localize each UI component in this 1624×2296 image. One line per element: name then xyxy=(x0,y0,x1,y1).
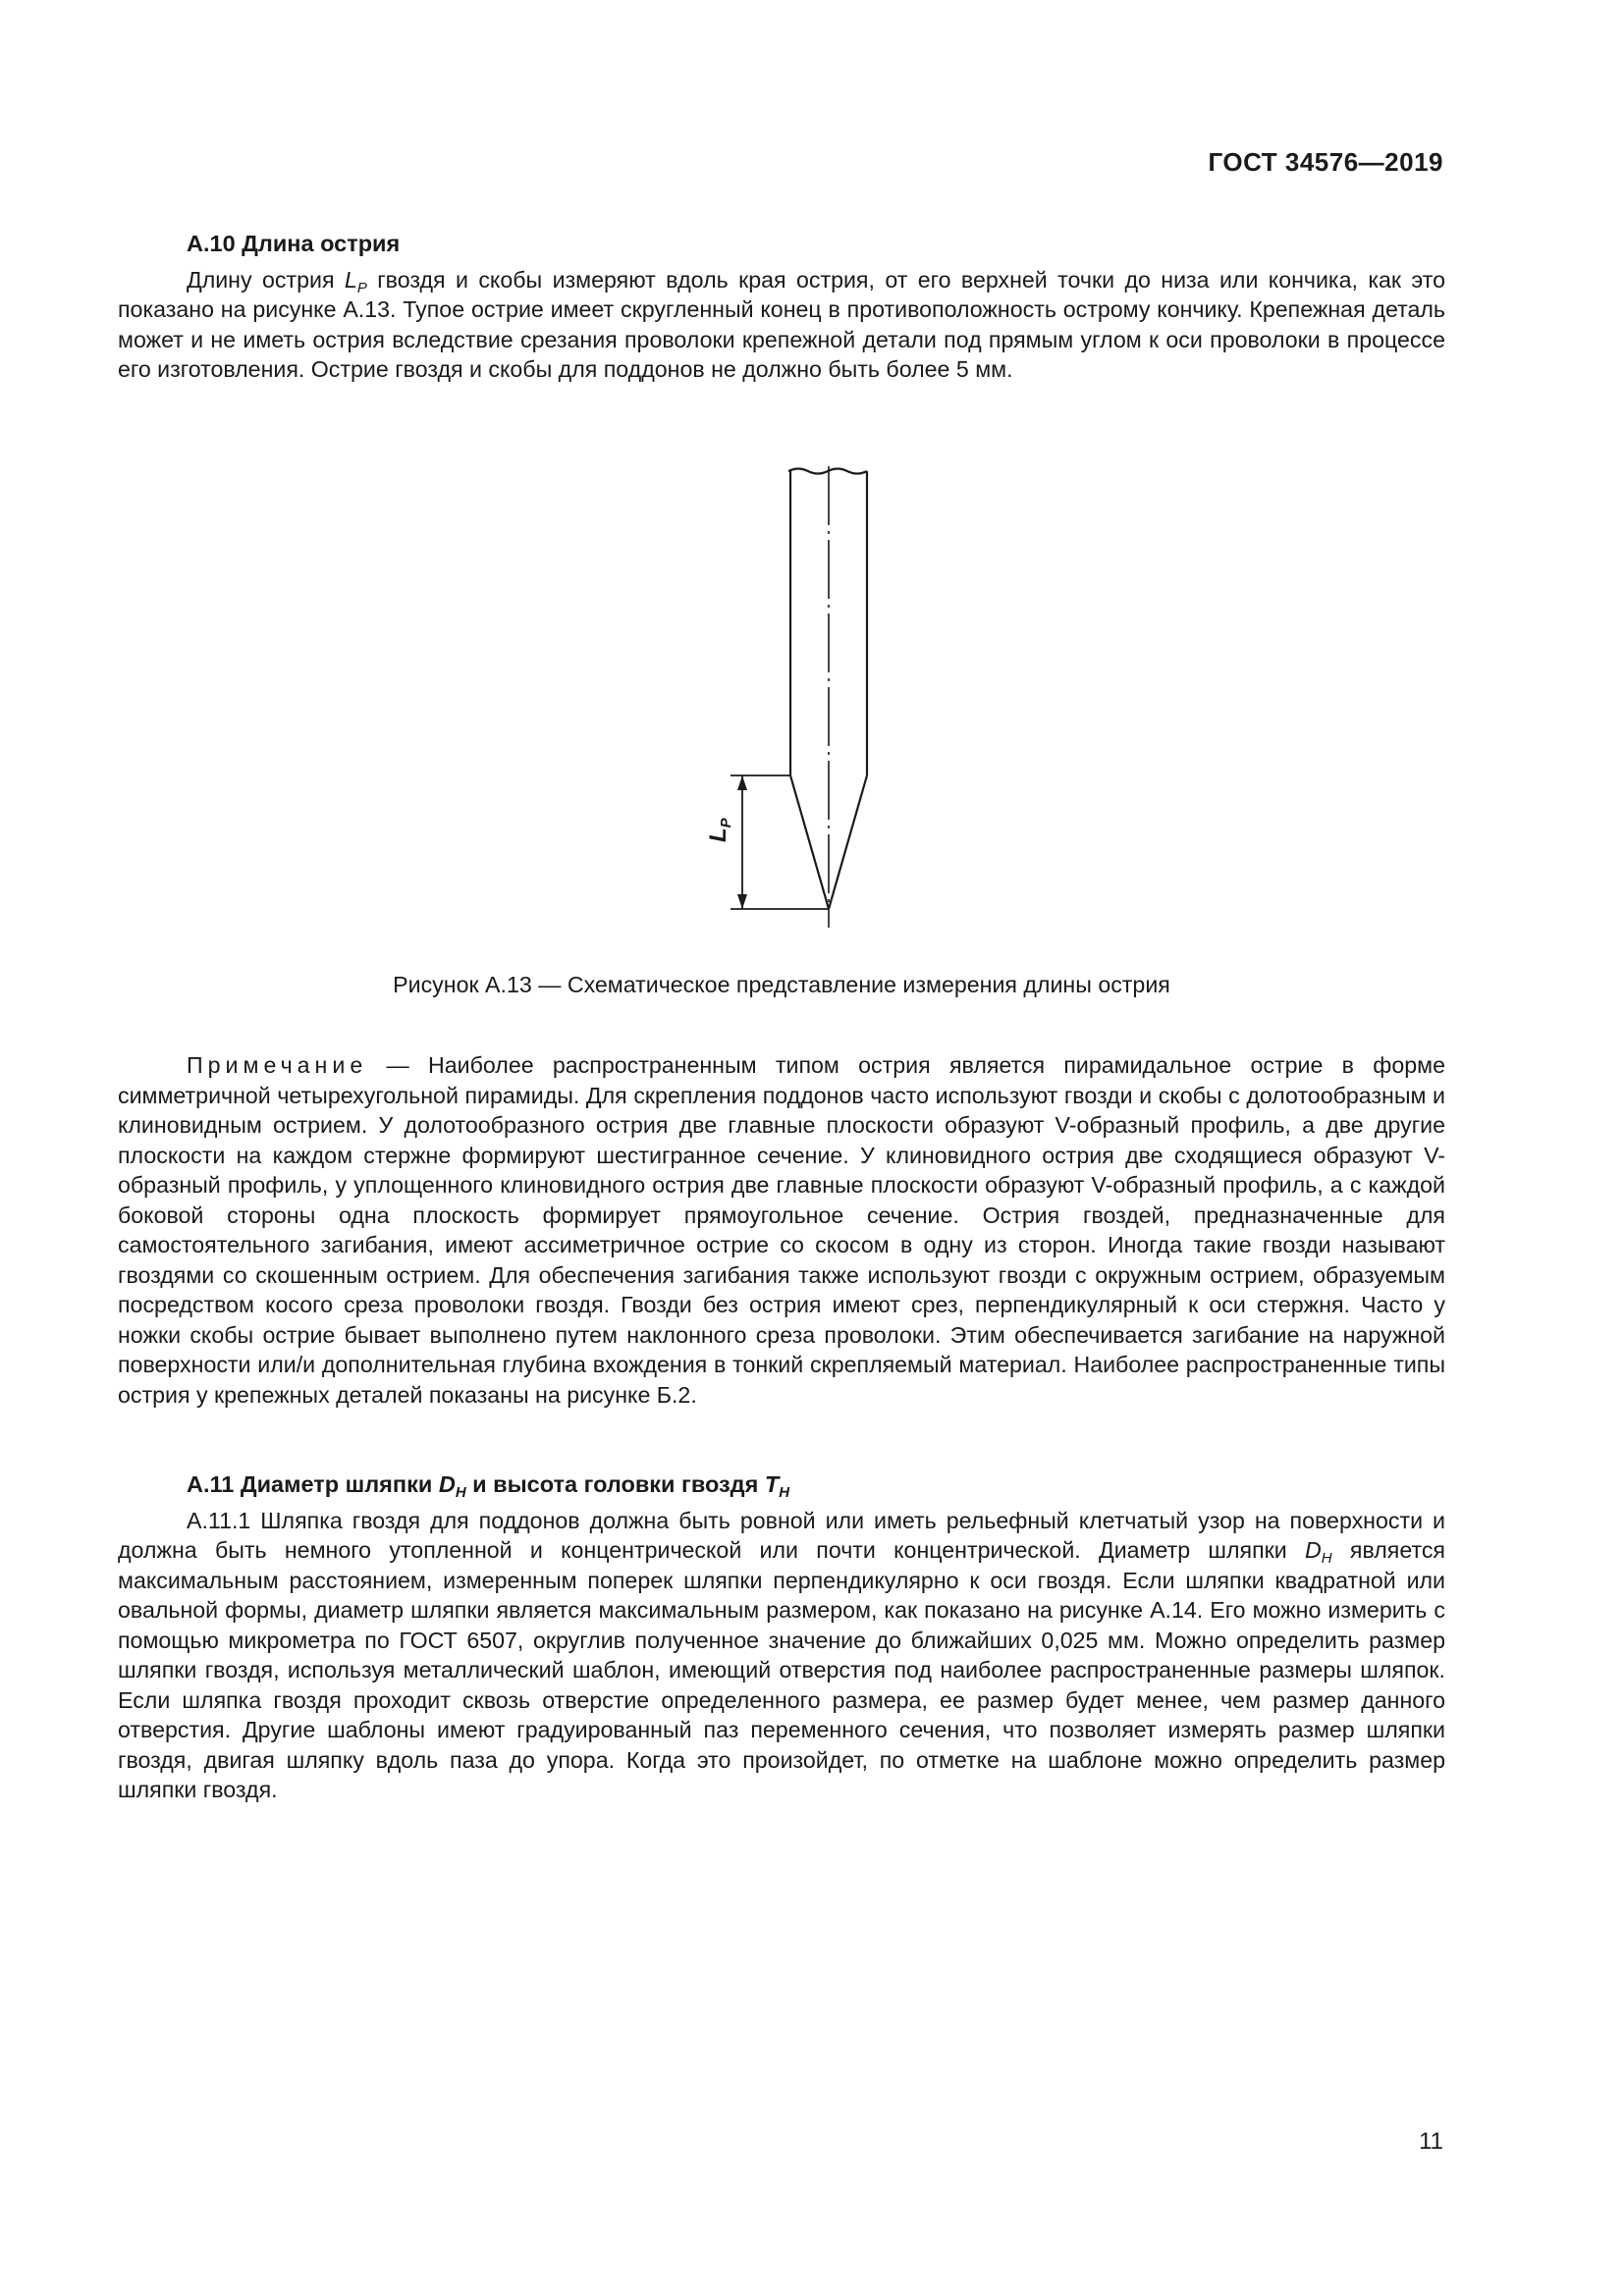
section-a11-paragraph: А.11.1 Шляпка гвоздя для поддонов должна быть ровной или иметь рельефный клетчатый узор на поверхности и должна быть немного утопленной и концентрической или почти концентрической. Диаметр шляпки $D_H$ является максимальным расстоянием, измеренным поперек шляпки перпендикулярно к оси гвоздя. Если шляпки квадратной или овальной формы, диаметр шляпки является максимальным размером, как показано на рисунке А.14. Его можно измерить с помощью микрометра по ГОСТ 6507, округлив полученное значение до ближайших 0,025 мм. Можно определить размер шляпки гвоздя, используя металлический шаблон, имеющий отверстия под наиболее распространенные размеры шляпок. Если шляпка гвоздя проходит сквозь отверстие определенного размера, ее размер будет менее, чем размер данного отверстия. Другие шаблоны имеют градуированный паз переменного сечения, что позволяет измерять размер шляпки гвоздя, двигая шляпку вдоль паза до упора. Когда это произойдет, по отметке на шаблоне можно определить размер шляпки гвоздя. xyxy=(118,1507,1445,1802)
section-a10 xyxy=(118,229,1445,385)
symbol-lp: $L_P$ xyxy=(344,266,367,296)
arrow-down xyxy=(737,894,747,909)
section-a10-paragraph: Длину острия $L_P$ гвоздя и скобы измеряют вдоль края острия, от его верхней точки до низа или кончика, как это показано на рисунке А.13. Тупое острие имеет скругленный конец в противоположность острому кончику. Крепежная деталь может и не иметь острия вследствие срезания проволоки крепежной детали под прямым углом к оси проволоки в процессе его изготовления. Острие гвоздя и скобы для поддонов не должно быть более 5 мм. xyxy=(118,266,1445,382)
point-left-edge xyxy=(790,775,829,909)
document-id: ГОСТ 34576—2019 xyxy=(1208,147,1443,177)
note-block xyxy=(118,1050,1445,1410)
symbol-dh: $D_H$ xyxy=(438,1471,466,1501)
note-paragraph: Примечание — Наиболее распространенным типом острия является пирамидальное острие в форме симметричной четырехугольной пирамиды. Для скрепления поддонов часто используют гвозди и скобы с долотообразным и клиновидным острием. У долотообразного острия две главные плоскости образуют V-образный профиль, а две другие плоскости на каждом стержне формируют шестигранное сечение. У клиновидного острия две сходящиеся образуют V-образный профиль, у уплощенного клиновидного острия две главные плоскости образуют V-образный профиль, а с каждой боковой стороны одна плоскость формирует прямоугольное сечение. Острия гвоздей, предназначенные для самостоятельного загибания, имеют ассиметричное острие со скосом в одну из сторон. Иногда такие гвозди называют гвоздями со скошенным острием. Для обеспечения загибания также используют гвозди с окружным острием, образуемым посредством косого среза проволоки гвоздя. Гвозди без острия имеют срез, перпендикулярный к оси стержня. Часто у ножки скобы острие бывает выполнено путем наклонного среза проволоки. Этим обеспечивается загибание на наружной поверхности или/и дополнительная глубина вхождения в тонкий скрепляемый материал. Наиболее распространенные типы острия у крепежных деталей показаны на рисунке Б.2. xyxy=(118,1052,1445,1408)
page-number: 11 xyxy=(1419,2128,1443,2155)
section-a11 xyxy=(118,1469,1445,1805)
section-a10-title: А.10 Длина острия xyxy=(187,231,401,256)
symbol-dh-inline: $D_H$ xyxy=(1305,1537,1332,1567)
arrow-up xyxy=(737,775,747,790)
symbol-th: $T_H$ xyxy=(764,1471,790,1501)
nail-point-diagram xyxy=(118,452,1445,942)
figure-a13 xyxy=(118,452,1445,942)
break-line xyxy=(788,469,867,474)
dimension-label-lp: $L_P$ xyxy=(705,818,734,842)
figure-caption: Рисунок А.13 — Схематическое представление измерения длины острия xyxy=(393,972,1170,997)
note-label: Примечание xyxy=(187,1052,368,1078)
point-right-edge xyxy=(829,775,867,909)
section-a11-title: А.11 Диаметр шляпки $D_H$ и высота головки гвоздя $T_H$ xyxy=(187,1471,790,1501)
